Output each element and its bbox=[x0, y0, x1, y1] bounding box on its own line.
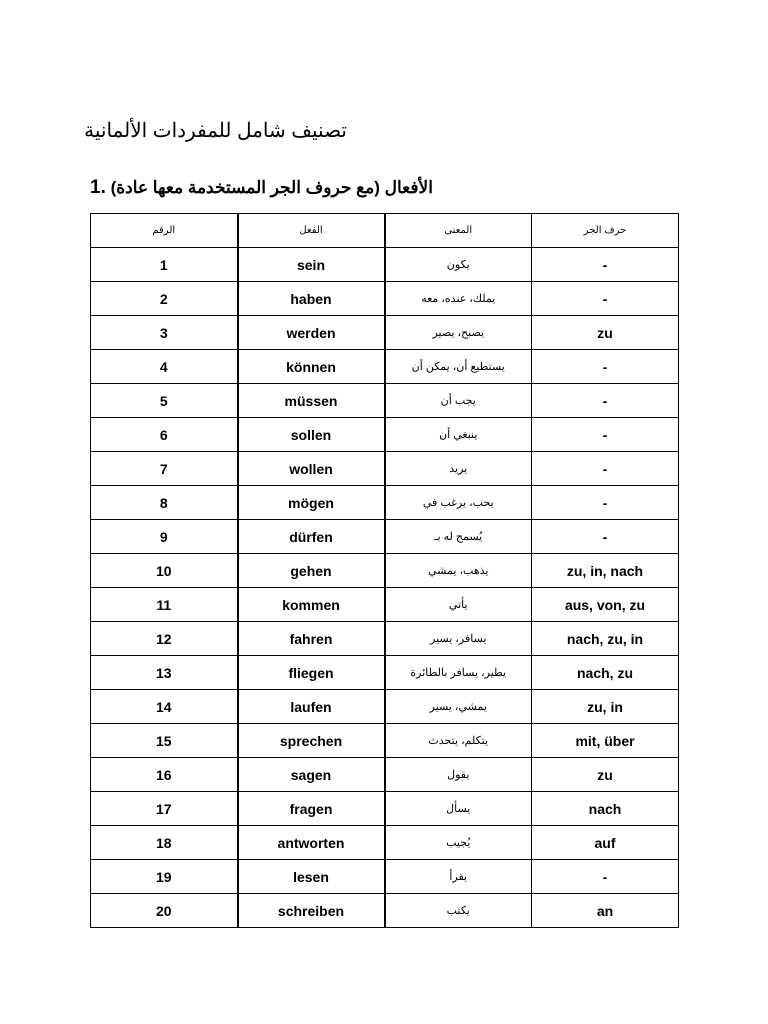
table-row bbox=[91, 656, 679, 690]
cell-number: 16 bbox=[91, 758, 238, 792]
cell-preposition: zu, in, nach bbox=[532, 554, 679, 588]
cell-number: 4 bbox=[91, 350, 238, 384]
cell-verb: schreiben bbox=[238, 894, 385, 928]
cell-number: 10 bbox=[91, 554, 238, 588]
cell-verb: müssen bbox=[238, 384, 385, 418]
cell-meaning: يقول bbox=[385, 758, 532, 792]
cell-number: 8 bbox=[91, 486, 238, 520]
cell-meaning: يتكلم، يتحدث bbox=[385, 724, 532, 758]
table-row bbox=[91, 282, 679, 316]
cell-preposition: an bbox=[532, 894, 679, 928]
cell-meaning: يمشي، يسير bbox=[385, 690, 532, 724]
cell-verb: laufen bbox=[238, 690, 385, 724]
cell-meaning: يذهب، يمشي bbox=[385, 554, 532, 588]
table-row bbox=[91, 724, 679, 758]
cell-preposition: - bbox=[532, 452, 679, 486]
cell-meaning: يملك، عنده، معه bbox=[385, 282, 532, 316]
header-number: الرقم bbox=[91, 214, 238, 248]
cell-meaning: ينبغي أن bbox=[385, 418, 532, 452]
cell-number: 3 bbox=[91, 316, 238, 350]
table-row bbox=[91, 622, 679, 656]
table-row bbox=[91, 894, 679, 928]
table-row bbox=[91, 350, 679, 384]
cell-verb: dürfen bbox=[238, 520, 385, 554]
cell-verb: lesen bbox=[238, 860, 385, 894]
cell-meaning: يكتب bbox=[385, 894, 532, 928]
cell-number: 15 bbox=[91, 724, 238, 758]
table-row bbox=[91, 554, 679, 588]
cell-meaning: يجب أن bbox=[385, 384, 532, 418]
page-title: تصنيف شامل للمفردات الألمانية bbox=[84, 120, 347, 142]
cell-verb: antworten bbox=[238, 826, 385, 860]
section-heading bbox=[90, 174, 433, 202]
cell-number: 18 bbox=[91, 826, 238, 860]
section-heading-text: الأفعال (مع حروف الجر المستخدمة معها عادة) bbox=[110, 178, 433, 197]
cell-number: 6 bbox=[91, 418, 238, 452]
cell-meaning: يُجيب bbox=[385, 826, 532, 860]
cell-number: 13 bbox=[91, 656, 238, 690]
verbs-table bbox=[90, 213, 679, 928]
table-row bbox=[91, 588, 679, 622]
cell-verb: kommen bbox=[238, 588, 385, 622]
cell-verb: haben bbox=[238, 282, 385, 316]
table-row bbox=[91, 826, 679, 860]
cell-preposition: zu, in bbox=[532, 690, 679, 724]
cell-meaning: يستطيع أن، يمكن أن bbox=[385, 350, 532, 384]
cell-verb: wollen bbox=[238, 452, 385, 486]
cell-number: 12 bbox=[91, 622, 238, 656]
section-number: 1. bbox=[90, 177, 106, 198]
cell-number: 2 bbox=[91, 282, 238, 316]
cell-meaning: يصبح، يصير bbox=[385, 316, 532, 350]
cell-number: 19 bbox=[91, 860, 238, 894]
header-verb: الفعل bbox=[238, 214, 385, 248]
table-row bbox=[91, 792, 679, 826]
table-row bbox=[91, 248, 679, 282]
table-body bbox=[91, 248, 679, 928]
cell-preposition: - bbox=[532, 248, 679, 282]
header-preposition: حرف الجر bbox=[532, 214, 679, 248]
cell-preposition: zu bbox=[532, 316, 679, 350]
cell-preposition: aus, von, zu bbox=[532, 588, 679, 622]
cell-preposition: nach, zu, in bbox=[532, 622, 679, 656]
cell-number: 7 bbox=[91, 452, 238, 486]
cell-verb: fliegen bbox=[238, 656, 385, 690]
cell-preposition: - bbox=[532, 486, 679, 520]
table-row bbox=[91, 486, 679, 520]
cell-preposition: nach, zu bbox=[532, 656, 679, 690]
cell-preposition: - bbox=[532, 520, 679, 554]
table-row bbox=[91, 758, 679, 792]
cell-verb: fragen bbox=[238, 792, 385, 826]
table-row bbox=[91, 452, 679, 486]
cell-verb: können bbox=[238, 350, 385, 384]
cell-number: 5 bbox=[91, 384, 238, 418]
cell-meaning: يحب، يرغب في bbox=[385, 486, 532, 520]
cell-number: 11 bbox=[91, 588, 238, 622]
cell-preposition: mit, über bbox=[532, 724, 679, 758]
table-row bbox=[91, 384, 679, 418]
cell-number: 20 bbox=[91, 894, 238, 928]
cell-verb: mögen bbox=[238, 486, 385, 520]
table-header-row bbox=[91, 214, 679, 248]
cell-number: 17 bbox=[91, 792, 238, 826]
cell-verb: sagen bbox=[238, 758, 385, 792]
table-row bbox=[91, 690, 679, 724]
cell-meaning: يكون bbox=[385, 248, 532, 282]
cell-meaning: يسأل bbox=[385, 792, 532, 826]
cell-preposition: - bbox=[532, 282, 679, 316]
cell-verb: sein bbox=[238, 248, 385, 282]
cell-meaning: يريد bbox=[385, 452, 532, 486]
cell-number: 9 bbox=[91, 520, 238, 554]
cell-verb: fahren bbox=[238, 622, 385, 656]
cell-preposition: - bbox=[532, 350, 679, 384]
cell-verb: werden bbox=[238, 316, 385, 350]
table-row bbox=[91, 860, 679, 894]
cell-verb: gehen bbox=[238, 554, 385, 588]
cell-meaning: يُسمح له بـ bbox=[385, 520, 532, 554]
cell-preposition: - bbox=[532, 384, 679, 418]
cell-meaning: يأتي bbox=[385, 588, 532, 622]
cell-meaning: يقرأ bbox=[385, 860, 532, 894]
cell-verb: sollen bbox=[238, 418, 385, 452]
cell-preposition: zu bbox=[532, 758, 679, 792]
cell-meaning: يسافر، يسير bbox=[385, 622, 532, 656]
cell-preposition: auf bbox=[532, 826, 679, 860]
table-row bbox=[91, 316, 679, 350]
cell-preposition: nach bbox=[532, 792, 679, 826]
cell-verb: sprechen bbox=[238, 724, 385, 758]
table-row bbox=[91, 520, 679, 554]
cell-preposition: - bbox=[532, 860, 679, 894]
header-meaning: المعنى bbox=[385, 214, 532, 248]
table-row bbox=[91, 418, 679, 452]
cell-number: 14 bbox=[91, 690, 238, 724]
cell-preposition: - bbox=[532, 418, 679, 452]
cell-meaning: يطير، يسافر بالطائرة bbox=[385, 656, 532, 690]
cell-number: 1 bbox=[91, 248, 238, 282]
